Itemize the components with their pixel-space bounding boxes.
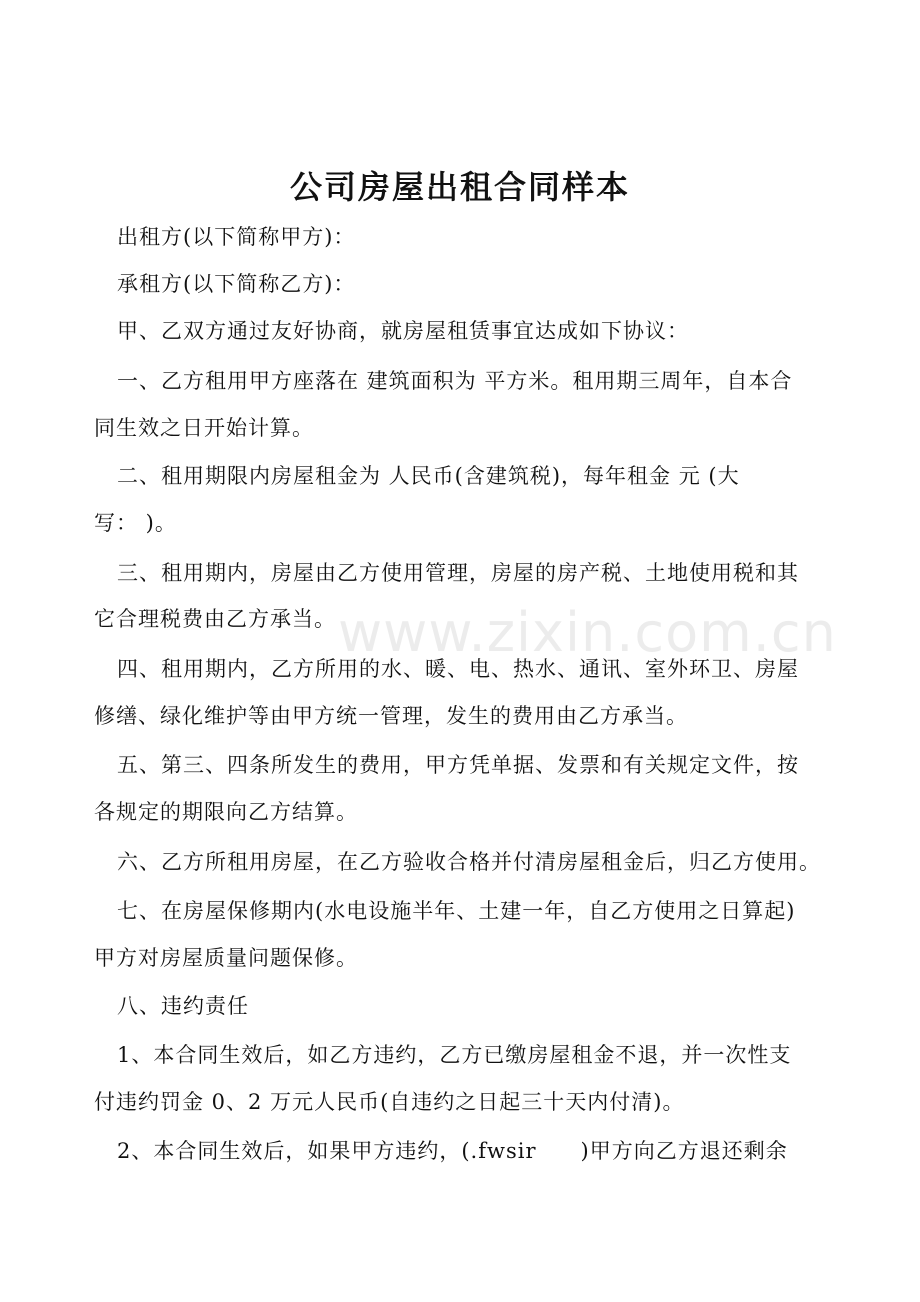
watermark: www.zixin.com.cn [338, 601, 837, 664]
clause-2-line-1: 二、租用期限内房屋租金为 人民币(含建筑税)，每年租金 元 (大 [117, 464, 740, 488]
clause-4-line-2: 修缮、绿化维护等由甲方统一管理，发生的费用由乙方承当。 [94, 704, 688, 728]
clause-8-2-line-1: 2、本合同生效后，如果甲方违约，(.fwsir )甲方向乙方退还剩余 [117, 1139, 788, 1163]
clause-8-1-line-2: 付违约罚金 0、2 万元人民币(自违约之日起三十天内付清)。 [94, 1090, 685, 1114]
clause-4-line-1: 四、租用期内，乙方所用的水、暖、电、热水、通讯、室外环卫、房屋 [117, 657, 799, 681]
clause-3-line-1: 三、租用期内，房屋由乙方使用管理，房屋的房产税、土地使用税和其 [117, 561, 799, 585]
paragraph-agreement: 甲、乙双方通过友好协商，就房屋租赁事宜达成如下协议： [117, 319, 689, 343]
clause-5-line-1: 五、第三、四条所发生的费用，甲方凭单据、发票和有关规定文件，按 [117, 753, 799, 777]
clause-1-line-1: 一、乙方租用甲方座落在 建筑面积为 平方米。租用期三周年，自本合 [117, 369, 793, 393]
clause-7-line-2: 甲方对房屋质量问题保修。 [94, 946, 358, 970]
clause-1-line-2: 同生效之日开始计算。 [94, 416, 314, 440]
paragraph-lessor: 出租方(以下简称甲方)： [117, 225, 356, 249]
clause-7-line-1: 七、在房屋保修期内(水电设施半年、土建一年，自乙方使用之日算起) [117, 899, 796, 923]
clause-3-line-2: 它合理税费由乙方承当。 [94, 607, 336, 631]
clause-8-heading: 八、违约责任 [117, 994, 249, 1018]
clause-6-line-1: 六、乙方所租用房屋，在乙方验收合格并付清房屋租金后，归乙方使用。 [117, 850, 821, 874]
clause-2-line-2: 写： )。 [94, 511, 177, 535]
clause-8-1-line-1: 1、本合同生效后，如乙方违约，乙方已缴房屋租金不退，并一次性支 [117, 1043, 792, 1067]
document-title: 公司房屋出租合同样本 [289, 168, 630, 206]
paragraph-lessee: 承租方(以下简称乙方)： [117, 272, 356, 296]
clause-5-line-2: 各规定的期限向乙方结算。 [94, 800, 358, 824]
